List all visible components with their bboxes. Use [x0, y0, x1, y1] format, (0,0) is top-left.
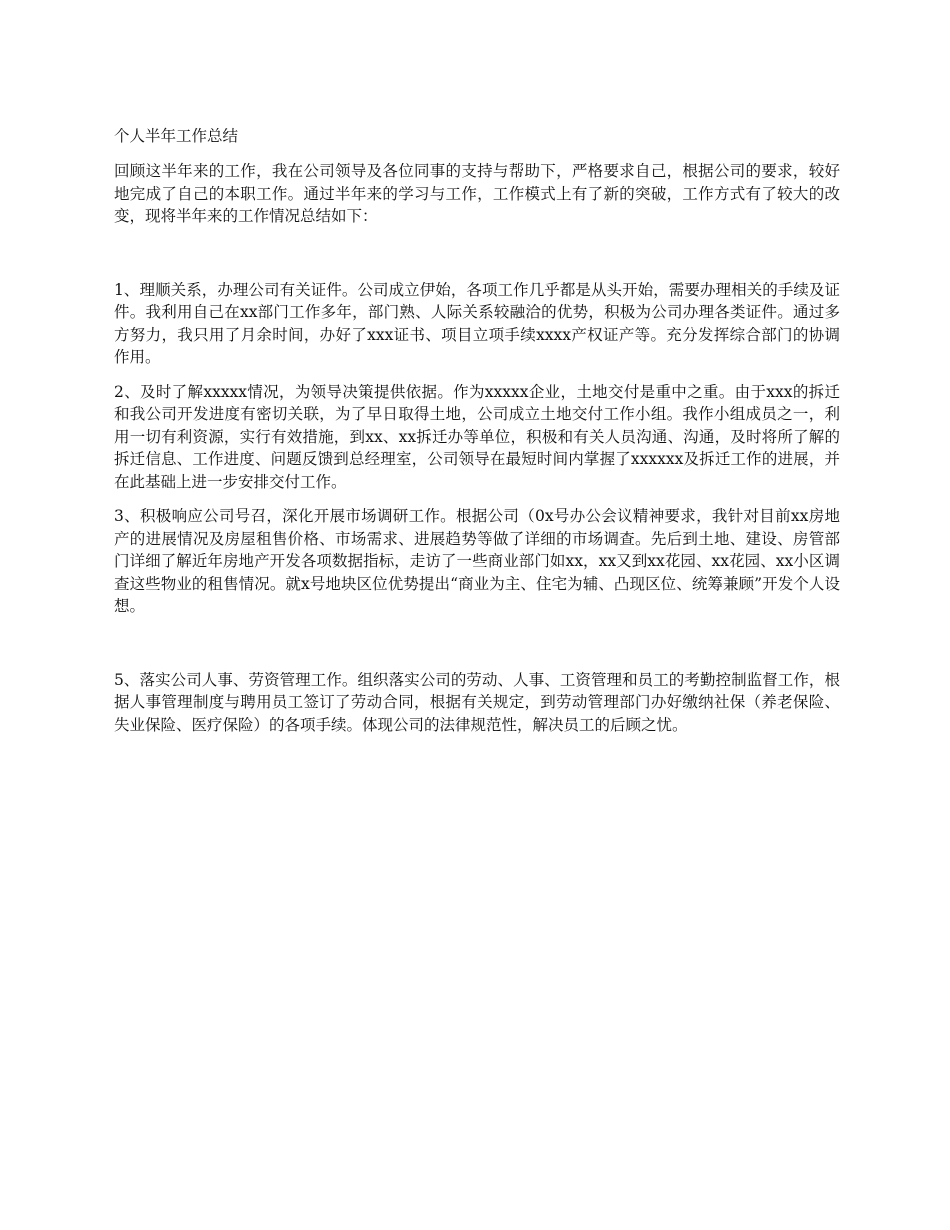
item-paragraph-1: 1、理顺关系，办理公司有关证件。公司成立伊始，各项工作几乎都是从头开始，需要办理相关的手续及证件。我利用自己在xx部门工作多年，部门熟、人际关系较融洽的优势，积极为公司办理各类证件。通过多方努力，我只用了月余时间，办好了xxx证书、项目立项手续xxxx产权证产等。充分发挥综合部门的协调作用。 — [114, 280, 840, 366]
item-paragraph-5: 5、落实公司人事、劳资管理工作。组织落实公司的劳动、人事、工资管理和员工的考勤控制监督工作，根据人事管理制度与聘用员工签订了劳动合同，根据有关规定，到劳动管理部门办好缴纳社保（养老保险、失业保险、医疗保险）的各项手续。体现公司的法律规范性，解决员工的后顾之忧。 — [114, 670, 840, 734]
paragraph-spacer — [114, 618, 840, 669]
paragraph-spacer — [114, 369, 840, 381]
paragraph-spacer — [114, 493, 840, 505]
item-paragraph-2: 2、及时了解xxxxx情况，为领导决策提供依据。作为xxxxx企业，土地交付是重中之重。由于xxx的拆迁和我公司开发进度有密切关联，为了早日取得土地，公司成立土地交付工作小组。我作小组成员之一，利用一切有利资源，实行有效措施，到xx、xx拆迁办等单位，积极和有关人员沟通、沟通，及时将所了解的拆迁信息、工作进度、问题反馈到总经理室，公司领导在最短时间内掌握了xxxxxx及拆迁工作的进展，并在此基础上进一步安排交付工作。 — [114, 382, 840, 491]
intro-paragraph: 回顾这半年来的工作，我在公司领导及各位同事的支持与帮助下，严格要求自己，根据公司的要求，较好地完成了自己的本职工作。通过半年来的学习与工作，工作模式上有了新的突破，工作方式有了较大的改变，现将半年来的工作情况总结如下： — [114, 162, 840, 225]
document-title: 个人半年工作总结 — [114, 127, 239, 145]
item-paragraph-3: 3、积极响应公司号召，深化开展市场调研工作。根据公司（0x号办公会议精神要求，我针对目前xx房地产的进展情况及房屋租售价格、市场需求、进展趋势等做了详细的市场调查。先后到土地、建设、房管部门详细了解近年房地产开发各项数据指标，走访了一些商业部门如xx，xx又到xx花园、xx花园、xx小区调查这些物业的租售情况。就x号地块区位优势提出“商业为主、住宅为辅、凸现区位、统筹兼顾”开发个人设想。 — [114, 507, 840, 615]
paragraph-spacer — [114, 228, 840, 279]
